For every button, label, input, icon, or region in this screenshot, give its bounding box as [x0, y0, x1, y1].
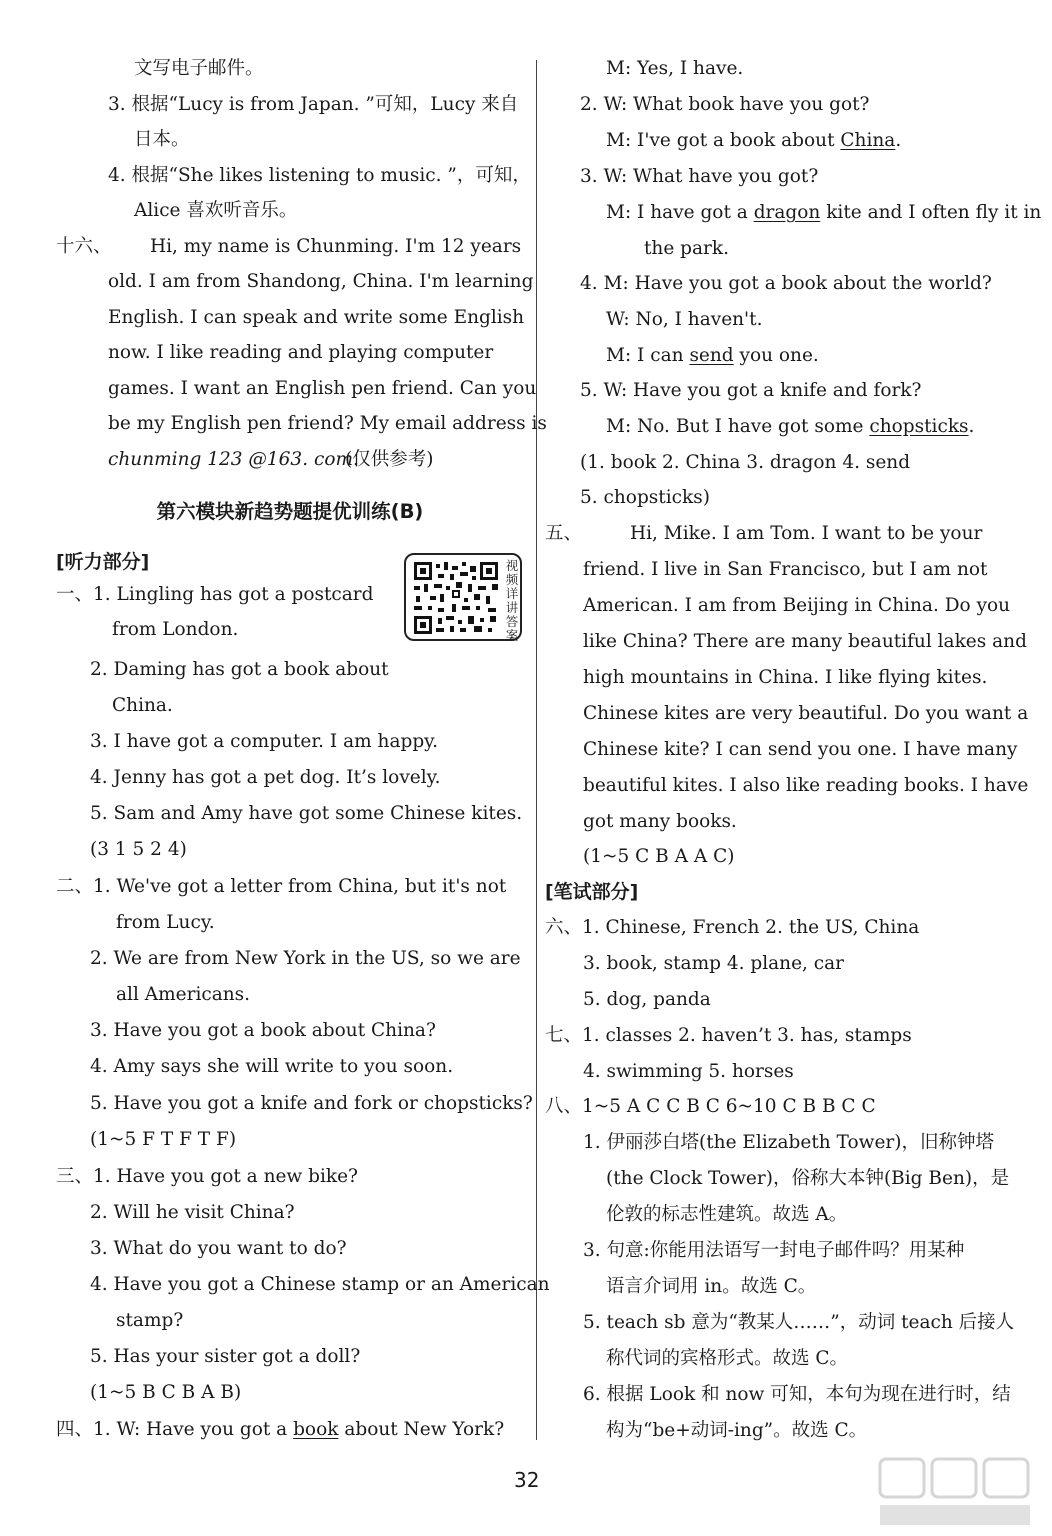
- line-text: M: I have got a: [606, 202, 754, 223]
- line-text: 4. swimming 5. horses: [583, 1061, 794, 1082]
- line-text: 3. Have you got a book about China?: [90, 1020, 436, 1041]
- text-line: [606, 200, 1041, 226]
- line-text: 七、1. classes 2. haven’t 3. has, stamps: [545, 1025, 912, 1046]
- text-line: [108, 269, 533, 295]
- text-line: [583, 1130, 994, 1156]
- text-line: [116, 982, 250, 1008]
- line-text: 2. Daming has got a book about: [90, 659, 389, 680]
- text-line: [56, 1417, 504, 1443]
- line-text: W: No, I haven't.: [606, 309, 763, 330]
- text-line: [583, 737, 1017, 763]
- line-text: (1~5 B C B A B): [90, 1382, 242, 1403]
- text-line: [56, 874, 506, 900]
- text-line: [90, 729, 438, 755]
- text-line: [580, 378, 921, 404]
- text-line: [583, 809, 737, 835]
- line-text: 2. Will he visit China?: [90, 1202, 295, 1223]
- line-text: 4. 根据“She likes listening to music. ”，可知，: [108, 165, 531, 186]
- line-text: M: I can: [606, 345, 690, 366]
- watermark-logo-icon: [860, 1455, 1040, 1530]
- underlined-answer: chopsticks: [869, 416, 969, 437]
- line-text: 称代词的宾格形式。故选 C。: [606, 1348, 849, 1369]
- text-line: [606, 343, 819, 369]
- underlined-answer: send: [689, 345, 734, 366]
- text-line: [580, 485, 710, 511]
- line-text-after: .: [968, 416, 975, 437]
- line-text: beautiful kites. I also like reading books. I have: [583, 775, 1029, 796]
- line-text: 4. Amy says she will write to you soon.: [90, 1056, 454, 1077]
- line-text: 日本。: [134, 129, 190, 150]
- text-line: [56, 234, 112, 260]
- text-line: [56, 582, 373, 608]
- qr-caption: 视频详讲答案: [505, 558, 519, 643]
- text-line: [108, 376, 536, 402]
- text-line: [630, 521, 982, 547]
- line-text: 三、1. Have you got a new bike?: [56, 1166, 358, 1187]
- text-line: [606, 128, 901, 154]
- line-text: Hi, Mike. I am Tom. I want to be your: [630, 523, 983, 544]
- text-line: [56, 1164, 358, 1190]
- line-text: 5. Have you got a knife and fork or chopsticks?: [90, 1093, 533, 1114]
- line-text: games. I want an English pen friend. Can you: [108, 378, 537, 399]
- line-text: (1~5 C B A A C): [583, 846, 735, 867]
- text-line: [90, 1127, 236, 1153]
- line-text: 5. chopsticks): [580, 487, 710, 508]
- line-text: chunming 123 @163. com.: [108, 449, 359, 470]
- text-line: [545, 1023, 912, 1049]
- line-text: 4. M: Have you got a book about the world?: [580, 273, 992, 294]
- text-line: [90, 1380, 241, 1406]
- text-line: [644, 236, 729, 262]
- text-line: [606, 307, 762, 333]
- text-line: [545, 879, 638, 905]
- text-line: [583, 844, 735, 870]
- line-text: (the Clock Tower)，俗称大本钟(Big Ben)，是: [606, 1168, 1010, 1189]
- line-text: 3. W: What have you got?: [580, 166, 819, 187]
- text-line: [90, 1018, 436, 1044]
- line-text: American. I am from Beijing in China. Do you: [583, 595, 1011, 616]
- line-text: like China? There are many beautiful lakes and: [583, 631, 1027, 652]
- underlined-answer: dragon: [753, 202, 821, 223]
- text-line: [116, 1308, 183, 1334]
- line-text: 文写电子邮件。: [134, 58, 264, 79]
- text-line: [583, 593, 1010, 619]
- column-divider: [536, 60, 537, 1440]
- line-text: 十六、: [56, 236, 112, 257]
- line-text: old. I am from Shandong, China. I'm learning: [108, 271, 534, 292]
- line-text: (3 1 5 2 4): [90, 839, 187, 860]
- text-line: [583, 629, 1027, 655]
- line-text: 3. What do you want to do?: [90, 1238, 347, 1259]
- text-line: [134, 198, 297, 224]
- line-text: be my English pen friend? My email address is: [108, 413, 547, 434]
- line-text: 语言介词用 in。故选 C。: [606, 1276, 817, 1297]
- text-line: [545, 915, 919, 941]
- line-text: 3. 根据“Lucy is from Japan. ”可知，Lucy 来自: [108, 94, 519, 115]
- text-line: [90, 837, 187, 863]
- line-text: (仅供参考): [345, 449, 434, 470]
- text-line: [108, 305, 524, 331]
- page-number: 32: [514, 1468, 540, 1492]
- line-text: 2. W: What book have you got?: [580, 94, 870, 115]
- text-line: [90, 657, 389, 683]
- text-line: [580, 271, 992, 297]
- line-text: M: Yes, I have.: [606, 58, 744, 79]
- text-line: [112, 617, 238, 643]
- text-line: [583, 951, 844, 977]
- line-text: stamp?: [116, 1310, 184, 1331]
- text-line: [90, 1344, 360, 1370]
- line-text: (1. book 2. China 3. dragon 4. send: [580, 452, 911, 473]
- text-line: [583, 1382, 1011, 1408]
- line-text: English. I can speak and write some English: [108, 307, 525, 328]
- text-line: [108, 340, 493, 366]
- text-line: [345, 447, 433, 473]
- line-text: 一、1. Lingling has got a postcard: [56, 584, 374, 605]
- text-line: [150, 234, 521, 260]
- line-text: got many books.: [583, 811, 737, 832]
- module-title: 第六模块新趋势题提优训练(B): [156, 500, 424, 523]
- line-text: Alice 喜欢听音乐。: [134, 200, 298, 221]
- line-text: now. I like reading and playing computer: [108, 342, 494, 363]
- text-line: [606, 1166, 1009, 1192]
- text-line: [90, 1200, 295, 1226]
- text-line: [583, 701, 1028, 727]
- line-text: Hi, my name is Chunming. I'm 12 years: [150, 236, 522, 257]
- text-line: [108, 92, 518, 118]
- text-line: [583, 1238, 964, 1264]
- text-line: [583, 1310, 1014, 1336]
- text-line: [134, 56, 264, 82]
- text-line: [56, 549, 149, 575]
- text-line: [90, 1054, 453, 1080]
- text-line: [606, 1418, 867, 1444]
- line-text: from Lucy.: [116, 912, 215, 933]
- line-text: 二、1. We've got a letter from China, but it's not: [56, 876, 507, 897]
- line-text: 4. Have you got a Chinese stamp or an American: [90, 1274, 550, 1295]
- line-text: 1. 伊丽莎白塔(the Elizabeth Tower)，旧称钟塔: [583, 1132, 994, 1153]
- line-text: 6. 根据 Look 和 now 可知，本句为现在进行时，结: [583, 1384, 1011, 1405]
- text-line: [583, 557, 987, 583]
- line-text: 伦敦的标志性建筑。故选 A。: [606, 1204, 848, 1225]
- line-text: 八、1~5 A C C B C 6~10 C B B C C: [545, 1096, 876, 1117]
- text-line: [90, 1236, 347, 1262]
- text-line: [580, 92, 869, 118]
- underlined-answer: China: [840, 130, 896, 151]
- text-line: [108, 447, 359, 473]
- text-line: [545, 1094, 876, 1120]
- line-text: 构为“be+动词-ing”。故选 C。: [606, 1420, 868, 1441]
- line-text: 六、1. Chinese, French 2. the US, China: [545, 917, 920, 938]
- line-text: all Americans.: [116, 984, 251, 1005]
- text-line: [134, 127, 190, 153]
- text-line: [108, 411, 547, 437]
- line-text: China.: [112, 695, 173, 716]
- line-text: from London.: [112, 619, 239, 640]
- line-text-after: about New York?: [338, 1419, 505, 1440]
- line-text-after: you one.: [733, 345, 819, 366]
- underlined-answer: book: [293, 1419, 339, 1440]
- line-text: 3. book, stamp 4. plane, car: [583, 953, 845, 974]
- text-line: [583, 773, 1028, 799]
- text-line: [90, 1272, 550, 1298]
- text-line: [606, 1274, 816, 1300]
- text-line: [580, 164, 818, 190]
- line-text: [听力部分]: [56, 551, 150, 573]
- text-line: [606, 414, 974, 440]
- line-text: 四、1. W: Have you got a: [56, 1419, 294, 1440]
- text-line: [606, 56, 743, 82]
- text-line: [583, 665, 987, 691]
- qr-code-box[interactable]: [404, 553, 522, 641]
- line-text: Chinese kites are very beautiful. Do you want a: [583, 703, 1029, 724]
- line-text: 5. teach sb 意为“教某人……”，动词 teach 后接人: [583, 1312, 1015, 1333]
- line-text: 5. W: Have you got a knife and fork?: [580, 380, 922, 401]
- text-line: [583, 1059, 794, 1085]
- line-text: 3. 句意:你能用法语写一封电子邮件吗？用某种: [583, 1240, 965, 1261]
- text-line: [108, 163, 531, 189]
- line-text: M: I've got a book about: [606, 130, 841, 151]
- line-text: the park.: [644, 238, 729, 259]
- text-line: [545, 521, 582, 547]
- text-line: [580, 450, 910, 476]
- line-text: 5. Sam and Amy have got some Chinese kites.: [90, 803, 523, 824]
- text-line: [90, 1091, 533, 1117]
- line-text: 5. Has your sister got a doll?: [90, 1346, 361, 1367]
- line-text: high mountains in China. I like flying kites.: [583, 667, 988, 688]
- text-line: [90, 801, 522, 827]
- qr-code-icon: [412, 560, 500, 636]
- line-text-after: .: [895, 130, 902, 151]
- line-text-after: kite and I often fly it in: [820, 202, 1042, 223]
- line-text: friend. I live in San Francisco, but I am not: [583, 559, 988, 580]
- text-line: [90, 765, 441, 791]
- line-text: Chinese kite? I can send you one. I have many: [583, 739, 1018, 760]
- text-line: [116, 910, 215, 936]
- line-text: (1~5 F T F T F): [90, 1129, 237, 1150]
- line-text: 5. dog, panda: [583, 989, 711, 1010]
- line-text: [笔试部分]: [545, 881, 639, 903]
- line-text: 4. Jenny has got a pet dog. It’s lovely.: [90, 767, 441, 788]
- text-line: [606, 1202, 847, 1228]
- text-line: [606, 1346, 848, 1372]
- line-text: 五、: [545, 523, 583, 544]
- text-line: [112, 693, 173, 719]
- line-text: M: No. But I have got some: [606, 416, 870, 437]
- text-line: [90, 946, 521, 972]
- line-text: 3. I have got a computer. I am happy.: [90, 731, 439, 752]
- line-text: 2. We are from New York in the US, so we are: [90, 948, 521, 969]
- text-line: [583, 987, 711, 1013]
